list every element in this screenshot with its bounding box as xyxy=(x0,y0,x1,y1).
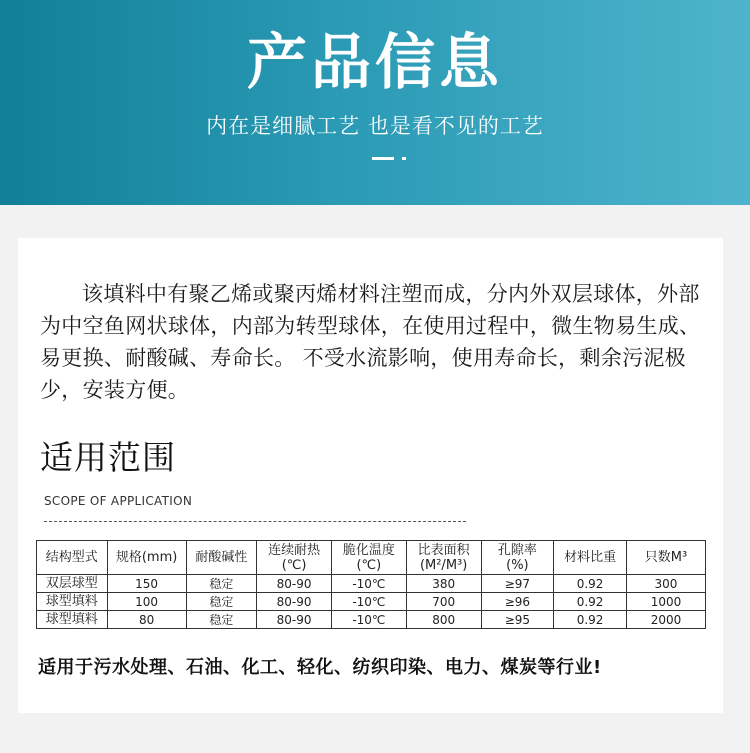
table-header-cell xyxy=(331,541,406,575)
product-description: 该填料中有聚乙烯或聚丙烯材料注塑而成，分内外双层球体，外部为中空鱼网状球体，内部为转型球体，在使用过程中，微生物易生成、易更换、耐酸碱、寿命长。 不受水流影响，使用寿命长，剩余污泥极少，安装方便。 xyxy=(40,282,701,402)
header-unit: (M²/M³) xyxy=(419,557,468,573)
table-header-cell xyxy=(186,541,257,575)
header-banner xyxy=(0,0,750,205)
table-cell: 1000 xyxy=(626,593,705,611)
table-cell: -10℃ xyxy=(331,575,406,593)
header-unit: (%) xyxy=(506,557,529,573)
header-label: 规格(mm) xyxy=(115,550,178,565)
table-cell: 球型填料 xyxy=(37,611,108,629)
table-cell: 80-90 xyxy=(257,575,332,593)
section-subtitle: SCOPE OF APPLICATION xyxy=(44,494,193,508)
dashed-divider xyxy=(44,521,466,522)
table-cell: -10℃ xyxy=(331,593,406,611)
table-cell: 0.92 xyxy=(554,611,627,629)
page-subtitle: 内在是细腻工艺 也是看不见的工艺 xyxy=(206,114,544,138)
header-unit: (℃) xyxy=(281,557,307,573)
header-label: 脆化温度 xyxy=(342,542,395,558)
table-cell: 双层球型 xyxy=(37,575,108,593)
page-title: 产品信息 xyxy=(247,28,503,98)
table-cell: ≥96 xyxy=(481,593,554,611)
table-header-cell xyxy=(626,541,705,575)
header-unit: (℃) xyxy=(356,557,382,573)
table-cell: 100 xyxy=(107,593,186,611)
table-cell: -10℃ xyxy=(331,611,406,629)
content-card xyxy=(18,238,723,713)
table-header-cell xyxy=(107,541,186,575)
table-cell: 稳定 xyxy=(186,575,257,593)
table-cell: ≥97 xyxy=(481,575,554,593)
header-label: 比表面积 xyxy=(417,542,470,558)
table-cell: 300 xyxy=(626,575,705,593)
table-header-cell xyxy=(257,541,332,575)
section-title: 适用范围 xyxy=(40,438,176,477)
decorative-divider xyxy=(372,156,408,161)
table-cell: 150 xyxy=(107,575,186,593)
spec-table xyxy=(36,540,706,629)
table-cell: 稳定 xyxy=(186,593,257,611)
table-cell: 球型填料 xyxy=(37,593,108,611)
table-header-cell xyxy=(37,541,108,575)
header-label: 材料比重 xyxy=(564,550,617,565)
table-cell: 80 xyxy=(107,611,186,629)
table-cell: 700 xyxy=(406,593,481,611)
header-label: 连续耐热 xyxy=(268,542,321,558)
table-cell: 80-90 xyxy=(257,611,332,629)
table-cell: 800 xyxy=(406,611,481,629)
table-row xyxy=(37,575,706,593)
table-cell: 0.92 xyxy=(554,593,627,611)
header-label: 孔隙率 xyxy=(497,542,537,558)
table-cell: 0.92 xyxy=(554,575,627,593)
header-label: 耐酸碱性 xyxy=(195,550,248,565)
table-header-cell xyxy=(481,541,554,575)
divider-dot xyxy=(402,157,406,160)
table-cell: 2000 xyxy=(626,611,705,629)
table-cell: 80-90 xyxy=(257,593,332,611)
table-header-cell xyxy=(554,541,627,575)
table-row xyxy=(37,611,706,629)
divider-bar xyxy=(372,157,394,160)
table-header-row xyxy=(37,541,706,575)
table-cell: ≥95 xyxy=(481,611,554,629)
header-label: 只数M³ xyxy=(644,550,688,565)
table-row xyxy=(37,593,706,611)
application-note: 适用于污水处理、石油、化工、轻化、纺织印染、电力、煤炭等行业! xyxy=(38,657,602,678)
table-header-cell xyxy=(406,541,481,575)
table-cell: 稳定 xyxy=(186,611,257,629)
header-label: 结构型式 xyxy=(45,550,98,565)
table-cell: 380 xyxy=(406,575,481,593)
